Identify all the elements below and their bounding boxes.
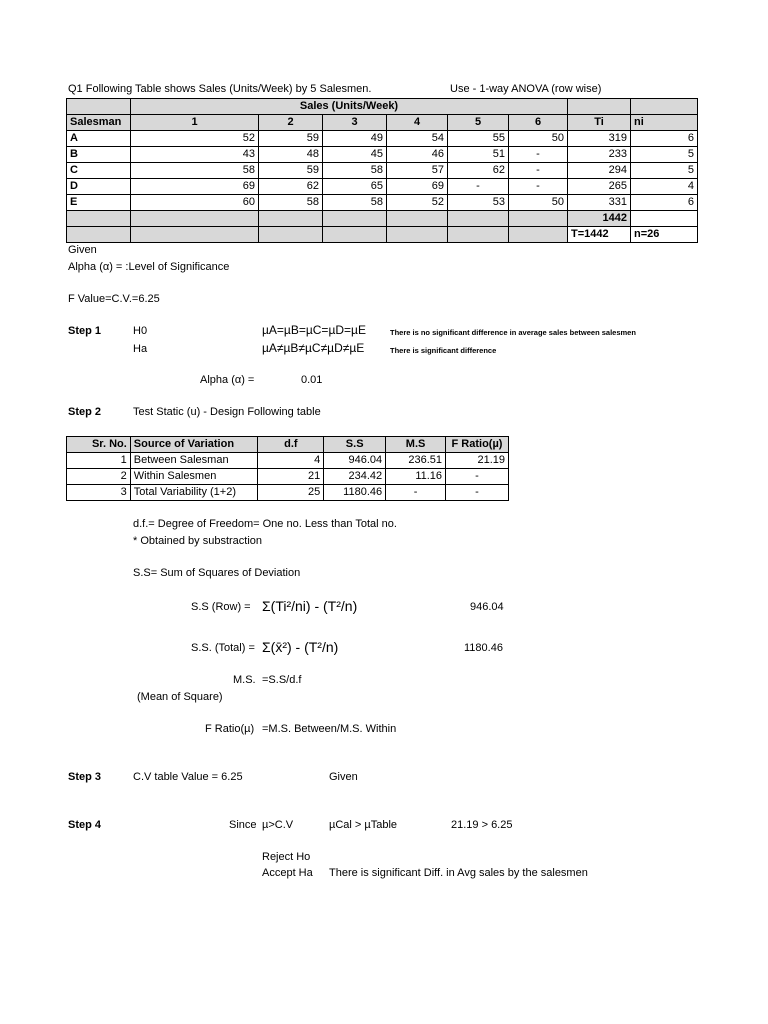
anova-table — [66, 436, 509, 501]
col-header: 5 — [448, 115, 509, 131]
col-header: Salesman — [67, 115, 131, 131]
col-header: 6 — [509, 115, 568, 131]
method-note: Use - 1-way ANOVA (row wise) — [450, 83, 602, 95]
anova-header-row — [67, 437, 509, 453]
step4-comparison: µCal > µTable — [329, 819, 398, 831]
col-header: 2 — [259, 115, 323, 131]
question-title: Q1 Following Table shows Sales (Units/Week) by 5 Salesmen. — [68, 83, 372, 95]
sales-group-header: Sales (Units/Week) — [131, 99, 568, 115]
ms-full-name: (Mean of Square) — [137, 691, 223, 703]
h0-expression: µA=µB=µC=µD=µE — [262, 323, 366, 337]
col-header: Ti — [568, 115, 631, 131]
alpha-value: 0.01 — [301, 374, 323, 386]
totals-row — [67, 227, 698, 243]
table-row: 1 Between Salesman 4 946.04 236.51 21.19 — [67, 453, 509, 469]
ha-note: There is significant difference — [390, 346, 497, 355]
f-ratio-label: F Ratio(µ) — [205, 723, 255, 735]
col-header: M.S — [386, 437, 446, 453]
table-row: B 43 48 45 46 51 - 233 5 — [67, 147, 698, 163]
df-note: d.f.= Degree of Freedom= One no. Less than Total no. — [133, 518, 397, 530]
grand-total-label: T=1442 — [568, 227, 631, 243]
reject-h0: Reject Ho — [262, 851, 311, 863]
ss-row-label: S.S (Row) = — [191, 601, 251, 613]
conclusion: There is significant Diff. in Avg sales by the salesmen — [329, 867, 588, 879]
alpha-label: Alpha (α) = — [200, 374, 255, 386]
sales-column-header-row — [67, 115, 698, 131]
table-row: C 58 59 58 57 62 - 294 5 — [67, 163, 698, 179]
h0-note: There is no significant difference in average sales between salesmen — [390, 328, 636, 337]
ss-total-formula: Σ(x̄²) - (T²/n) — [262, 639, 339, 655]
step3-label: Step 3 — [68, 771, 102, 783]
step4-label: Step 4 — [68, 819, 102, 831]
ss-note: S.S= Sum of Squares of Deviation — [133, 567, 301, 579]
sample-size-label: n=26 — [631, 227, 698, 243]
ms-formula: =S.S/d.f — [262, 674, 302, 686]
sales-table — [66, 98, 698, 243]
sales-group-header-row — [67, 99, 698, 115]
col-header: 4 — [387, 115, 448, 131]
alpha-definition: Alpha (α) = :Level of Significance — [68, 261, 230, 273]
col-header: 3 — [323, 115, 387, 131]
step3-given: Given — [329, 771, 358, 783]
ha-expression: µA≠µB≠µC≠µD≠µE — [262, 341, 365, 355]
f-ratio-formula: =M.S. Between/M.S. Within — [262, 723, 397, 735]
step4-condition: µ>C.V — [262, 819, 294, 831]
ms-label: M.S. — [233, 674, 256, 686]
total-ti-row — [67, 211, 698, 227]
ss-total-label: S.S. (Total) = — [191, 642, 255, 654]
col-header: ni — [631, 115, 698, 131]
f-value: F Value=C.V.=6.25 — [68, 293, 160, 305]
col-header: Sr. No. — [67, 437, 131, 453]
step3-text: C.V table Value = 6.25 — [133, 771, 243, 783]
col-header: 1 — [131, 115, 259, 131]
col-header: F Ratio(µ) — [446, 437, 509, 453]
table-row: E 60 58 58 52 53 50 331 6 — [67, 195, 698, 211]
col-header: S.S — [324, 437, 386, 453]
h0-label: H0 — [133, 325, 148, 337]
total-ti: 1442 — [568, 211, 631, 227]
col-header: Source of Variation — [130, 437, 258, 453]
ss-total-value: 1180.46 — [464, 642, 503, 654]
step1-label: Step 1 — [68, 325, 102, 337]
ss-row-value: 946.04 — [470, 601, 504, 613]
step4-since: Since — [229, 819, 257, 831]
table-row: D 69 62 65 69 - - 265 4 — [67, 179, 698, 195]
ss-row-formula: Σ(Ti²/ni) - (T²/n) — [262, 598, 358, 614]
col-header: d.f — [258, 437, 324, 453]
table-row: 2 Within Salesmen 21 234.42 11.16 - — [67, 469, 509, 485]
step2-text: Test Static (u) - Design Following table — [133, 406, 321, 418]
step4-values: 21.19 > 6.25 — [451, 819, 513, 831]
obtained-note: * Obtained by substraction — [133, 535, 263, 547]
step2-label: Step 2 — [68, 406, 102, 418]
given-label: Given — [68, 244, 97, 256]
table-row: 3 Total Variability (1+2) 25 1180.46 - - — [67, 485, 509, 501]
table-row: A 52 59 49 54 55 50 319 6 — [67, 131, 698, 147]
accept-ha: Accept Ha — [262, 867, 313, 879]
ha-label: Ha — [133, 343, 148, 355]
